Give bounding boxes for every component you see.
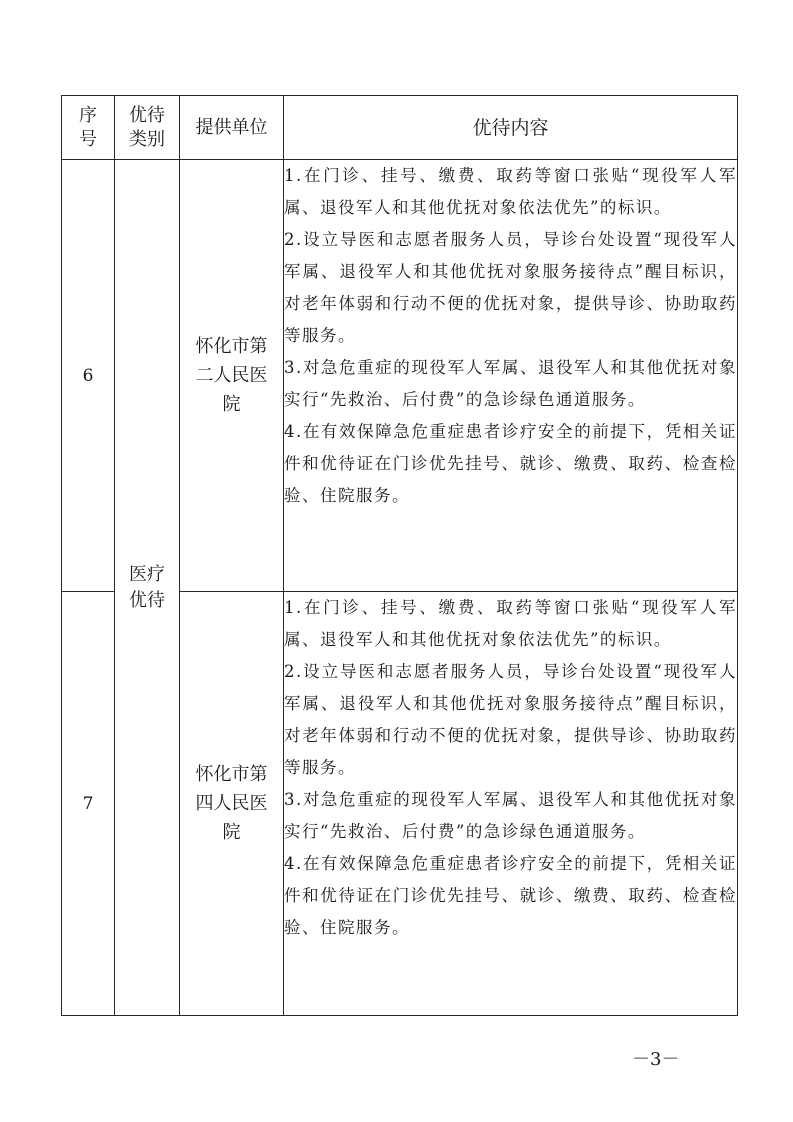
content-item: 3.对急危重症的现役军人军属、退役军人和其他优抚对象实行“先救治、后付费”的急诊绿色通道服务。 [284,358,737,409]
content-item: 1.在门诊、挂号、缴费、取药等窗口张贴“现役军人军属、退役军人和其他优抚对象依法优先”的标识。 [284,598,737,649]
content-item: 3.对急危重症的现役军人军属、退役军人和其他优抚对象实行“先救治、后付费”的急诊绿色通道服务。 [284,790,737,841]
header-seq: 序号 [62,96,115,160]
content-cell [284,160,738,592]
content-item: 2.设立导医和志愿者服务人员，导诊台处设置“现役军人军属、退役军人和其他优抚对象服务接待点”醒目标识，对老年体弱和行动不便的优抚对象，提供导诊、协助取药等服务。 [284,230,737,345]
content-item: 4.在有效保障急危重症患者诊疗安全的前提下，凭相关证件和优待证在门诊优先挂号、就诊、缴费、取药、检查检验、住院服务。 [284,422,737,505]
category-cell [115,160,180,1016]
benefits-table [61,95,738,1016]
content-cell [284,592,738,1016]
header-provider: 提供单位 [180,96,284,160]
header-category: 优待类别 [115,96,180,160]
provider-cell [180,160,284,592]
content-item: 1.在门诊、挂号、缴费、取药等窗口张贴“现役军人军属、退役军人和其他优抚对象依法优先”的标识。 [284,166,737,217]
category-label: 医疗优待 [129,563,165,611]
table-row [62,160,738,592]
content-item: 4.在有效保障急危重症患者诊疗安全的前提下，凭相关证件和优待证在门诊优先挂号、就诊、缴费、取药、检查检验、住院服务。 [284,854,737,937]
row-seq: 7 [62,592,115,1016]
provider-name: 怀化市第二人民医院 [195,336,268,415]
header-content: 优待内容 [284,96,738,160]
header-row [62,96,738,160]
content-item: 2.设立导医和志愿者服务人员，导诊台处设置“现役军人军属、退役军人和其他优抚对象服务接待点”醒目标识，对老年体弱和行动不便的优抚对象，提供导诊、协助取药等服务。 [284,662,737,777]
row-seq: 6 [62,160,115,592]
provider-cell [180,592,284,1016]
provider-name: 怀化市第四人民医院 [195,764,268,843]
page-number: －3－ [632,1049,680,1070]
